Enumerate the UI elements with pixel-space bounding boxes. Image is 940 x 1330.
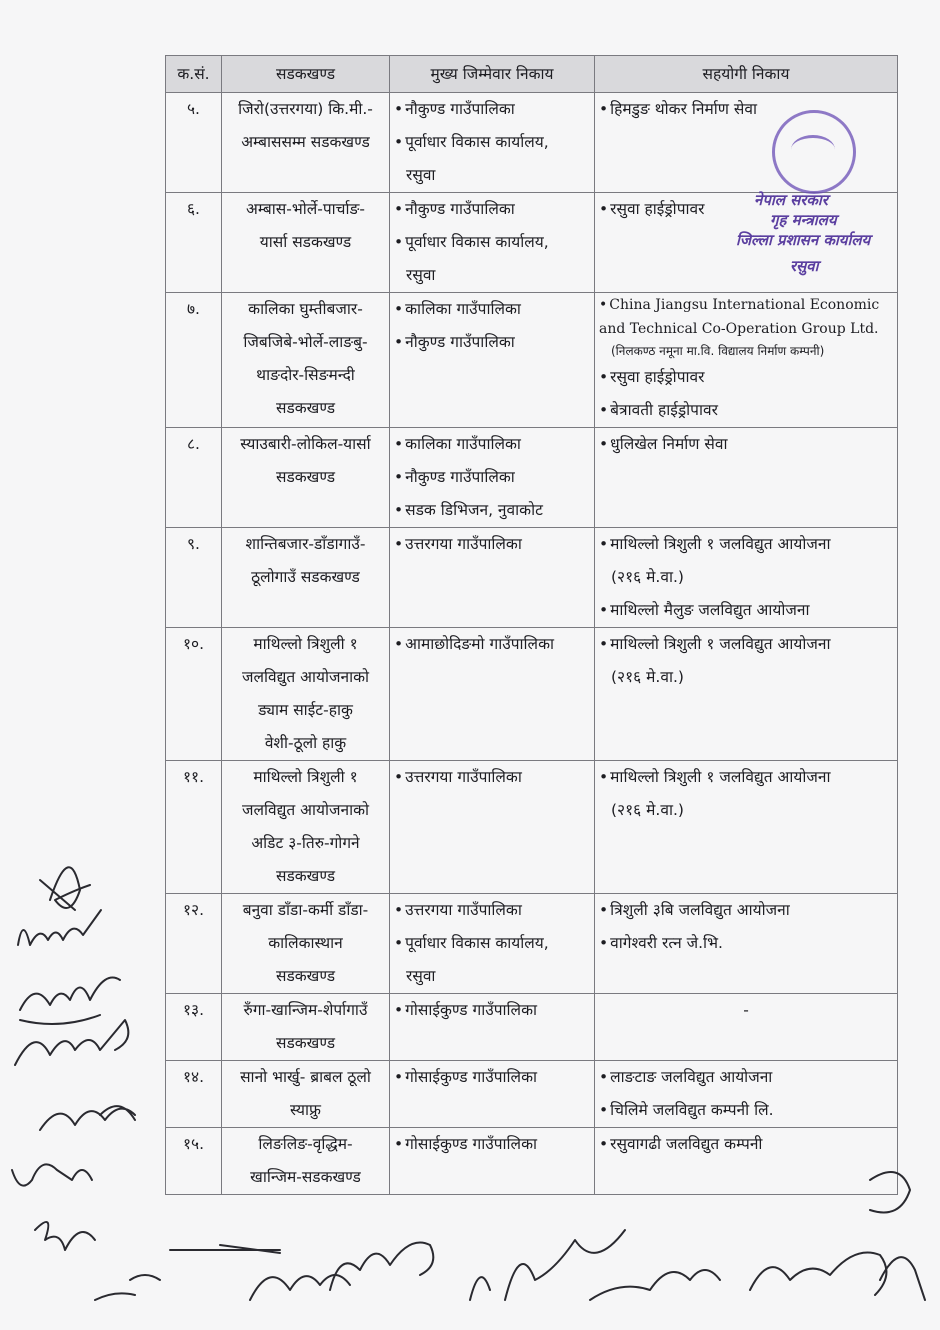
main-agency-item: • नौकुण्ड गाउँपालिका (394, 93, 590, 126)
row-road-section (222, 761, 390, 894)
signature-2 (18, 910, 101, 945)
support-agency-item: • माथिल्लो मैलुङ जलविद्युत आयोजना (599, 594, 893, 627)
road-line: स्याउबारी-लोकिल-यार्सा (240, 435, 371, 453)
support-agency-item: • लाङटाङ जलविद्युत आयोजना (599, 1061, 893, 1094)
road-line: ठूलोगाउँ सडकखण्ड (251, 568, 360, 586)
row-main-responsible (390, 93, 595, 193)
row-main-responsible (390, 428, 595, 528)
main-agency-item: रसुवा (406, 266, 436, 284)
road-line: सडकखण्ड (275, 399, 335, 417)
main-agency-item: रसुवा (406, 967, 436, 985)
support-agency-item: • रसुवा हाईड्रोपावर (599, 361, 893, 394)
main-agency-item: • पूर्वाधार विकास कार्यालय, (394, 927, 590, 960)
support-agency-item: • धुलिखेल निर्माण सेवा (599, 428, 893, 461)
road-line: माथिल्लो त्रिशुली १ (253, 635, 358, 653)
road-line: अडिट ३-तिरु-गोगने (251, 834, 360, 852)
main-agency-item: • गोसाईकुण्ड गाउँपालिका (394, 1128, 590, 1161)
support-agency-item: • चिलिमे जलविद्युत कम्पनी लि. (599, 1094, 893, 1127)
row-serial: १०. (166, 628, 222, 761)
row-supporting-agency (595, 628, 898, 761)
row-serial: १३. (166, 994, 222, 1061)
main-agency-item: • उत्तरगया गाउँपालिका (394, 528, 590, 561)
main-agency-item: • नौकुण्ड गाउँपालिका (394, 193, 590, 226)
row-serial: ६. (166, 193, 222, 293)
main-agency-item: • कालिका गाउँपालिका (394, 293, 590, 326)
row-supporting-agency (595, 761, 898, 894)
header-supporting-agency: सहयोगी निकाय (595, 56, 898, 93)
road-line: अम्बास-भोर्ले-पार्चाङ- (246, 200, 365, 218)
road-line: सानो भार्खु- ब्राबल ठूलो (240, 1068, 371, 1086)
main-agency-item: • आमाछोदिङमो गाउँपालिका (394, 628, 590, 661)
row-serial: ११. (166, 761, 222, 894)
row-road-section (222, 1128, 390, 1195)
stamp-line-4: रसुवा (790, 257, 819, 275)
signature-11 (330, 1243, 433, 1291)
row-serial: १५. (166, 1128, 222, 1195)
row-road-section (222, 1061, 390, 1128)
header-road-section: सडकखण्ड (222, 56, 390, 93)
support-agency-english: • China Jiangsu International Economic and Technical Co-Operation Group Ltd. (599, 293, 893, 341)
row-road-section (222, 994, 390, 1061)
stamp-line-3: जिल्ला प्रशासन कार्यालय (736, 231, 871, 249)
main-agency-item: रसुवा (406, 166, 436, 184)
road-line: वेशी-ठूलो हाकु (264, 734, 347, 752)
row-serial: ९. (166, 528, 222, 628)
signature-1 (40, 867, 90, 910)
main-agency-item: • सडक डिभिजन, नुवाकोट (394, 494, 590, 527)
row-road-section (222, 193, 390, 293)
road-line: लिङलिङ-वृद्धिम- (258, 1135, 353, 1153)
row-main-responsible (390, 1061, 595, 1128)
road-line: सडकखण्ड (275, 967, 335, 985)
table-row (166, 994, 898, 1061)
row-road-section (222, 528, 390, 628)
signature-4 (15, 1020, 128, 1065)
signature-7 (35, 1222, 95, 1250)
support-agency-item: • रसुवागढी जलविद्युत कम्पनी (599, 1128, 893, 1161)
support-agency-item: (२१६ मे.वा.) (611, 668, 684, 686)
table-row (166, 428, 898, 528)
support-agency-item: • वागेश्वरी रत्न जे.भि. (599, 927, 893, 960)
table-row (166, 628, 898, 761)
row-main-responsible (390, 528, 595, 628)
road-line: थाङदोर-सिङमन्दी (256, 366, 355, 384)
road-line: स्याफ्रु (290, 1101, 321, 1119)
main-agency-item: • उत्तरगया गाउँपालिका (394, 894, 590, 927)
row-main-responsible (390, 1128, 595, 1195)
support-agency-item: (२१६ मे.वा.) (611, 568, 684, 586)
table-header-row (166, 56, 898, 93)
row-main-responsible (390, 994, 595, 1061)
row-main-responsible (390, 761, 595, 894)
road-line: यार्सा सडकखण्ड (259, 233, 352, 251)
support-agency-item: • बेत्रावती हाईड्रोपावर (599, 394, 893, 427)
road-line: जिबजिबे-भोर्ले-लाङबु- (243, 333, 368, 351)
row-main-responsible (390, 628, 595, 761)
road-line: जिरो(उत्तरगया) कि.मी.- (238, 100, 373, 118)
road-line: कालिकास्थान (268, 934, 343, 952)
stamp-line-2: गृह मन्त्रालय (770, 211, 837, 229)
header-main-responsible: मुख्य जिम्मेवार निकाय (390, 56, 595, 93)
support-agency-item: • माथिल्लो त्रिशुली १ जलविद्युत आयोजना (599, 528, 893, 561)
row-supporting-agency (595, 428, 898, 528)
header-serial: क.सं. (166, 56, 222, 93)
signature-10 (250, 1275, 350, 1300)
road-line: कालिका घुम्तीबजार- (248, 300, 363, 318)
road-line: जलविद्युत आयोजनाको (241, 668, 370, 686)
row-road-section (222, 428, 390, 528)
road-line: माथिल्लो त्रिशुली १ (253, 768, 358, 786)
road-line: रुँगा-खान्जिम-शेर्पागाउँ (243, 1001, 368, 1019)
row-serial: १२. (166, 894, 222, 994)
signature-5 (40, 1106, 135, 1130)
support-agency-item: • माथिल्लो त्रिशुली १ जलविद्युत आयोजना (599, 761, 893, 794)
road-line: जलविद्युत आयोजनाको (241, 801, 370, 819)
support-agency-item: - (743, 1001, 749, 1019)
road-line: अम्बाससम्म सडकखण्ड (241, 133, 370, 151)
main-agency-item: • उत्तरगया गाउँपालिका (394, 761, 590, 794)
office-stamp (722, 110, 872, 285)
row-supporting-agency (595, 1061, 898, 1128)
stamp-line-1: नेपाल सरकार (754, 191, 828, 209)
table-row (166, 1061, 898, 1128)
row-road-section (222, 628, 390, 761)
main-agency-item: • गोसाईकुण्ड गाउँपालिका (394, 1061, 590, 1094)
road-line: सडकखण्ड (275, 468, 335, 486)
row-main-responsible (390, 293, 595, 428)
row-serial: ५. (166, 93, 222, 193)
main-agency-item: • पूर्वाधार विकास कार्यालय, (394, 126, 590, 159)
road-line: सडकखण्ड (275, 1034, 335, 1052)
row-supporting-agency (595, 1128, 898, 1195)
signature-8 (95, 1275, 160, 1300)
table-row (166, 1128, 898, 1195)
road-line: शान्तिबजार-डाँडागाउँ- (245, 535, 366, 553)
road-line: खान्जिम-सडकखण्ड (250, 1168, 361, 1186)
support-agency-item: • माथिल्लो त्रिशुली १ जलविद्युत आयोजना (599, 628, 893, 661)
signature-13 (590, 1270, 720, 1300)
main-agency-item: • पूर्वाधार विकास कार्यालय, (394, 226, 590, 259)
main-agency-item: • गोसाईकुण्ड गाउँपालिका (394, 994, 590, 1027)
row-serial: ७. (166, 293, 222, 428)
row-main-responsible (390, 894, 595, 994)
support-agency-note: (निलकण्ठ नमूना मा.वि. विद्यालय निर्माण कम्पनी) (611, 344, 825, 358)
row-serial: १४. (166, 1061, 222, 1128)
table-row (166, 528, 898, 628)
support-agency-item: • त्रिशुली ३बि जलविद्युत आयोजना (599, 894, 893, 927)
row-road-section (222, 894, 390, 994)
support-agency-item: • हिमडुङ थोकर निर्माण सेवा (599, 93, 893, 126)
signature-9 (170, 1245, 280, 1253)
table-row (166, 894, 898, 994)
support-agency-item: (२१६ मे.वा.) (611, 801, 684, 819)
support-agency-item: • रसुवा हाईड्रोपावर (599, 193, 893, 226)
row-road-section (222, 93, 390, 193)
row-supporting-agency (595, 528, 898, 628)
row-road-section (222, 293, 390, 428)
main-agency-item: • कालिका गाउँपालिका (394, 428, 590, 461)
row-serial: ८. (166, 428, 222, 528)
row-main-responsible (390, 193, 595, 293)
road-line: ड्याम साईट-हाकु (258, 701, 353, 719)
signature-3 (20, 978, 120, 1025)
row-supporting-agency (595, 293, 898, 428)
table-row (166, 293, 898, 428)
road-line: बनुवा डाँडा-कर्मी डाँडा- (242, 901, 369, 919)
table-row (166, 761, 898, 894)
row-supporting-agency (595, 994, 898, 1061)
row-supporting-agency (595, 894, 898, 994)
main-agency-item: • नौकुण्ड गाउँपालिका (394, 461, 590, 494)
signature-12 (470, 1230, 625, 1300)
signature-6 (12, 1164, 92, 1185)
signature-14 (750, 1253, 886, 1296)
seal-emblem-icon (772, 110, 856, 194)
main-agency-item: • नौकुण्ड गाउँपालिका (394, 326, 590, 359)
road-line: सडकखण्ड (275, 867, 335, 885)
